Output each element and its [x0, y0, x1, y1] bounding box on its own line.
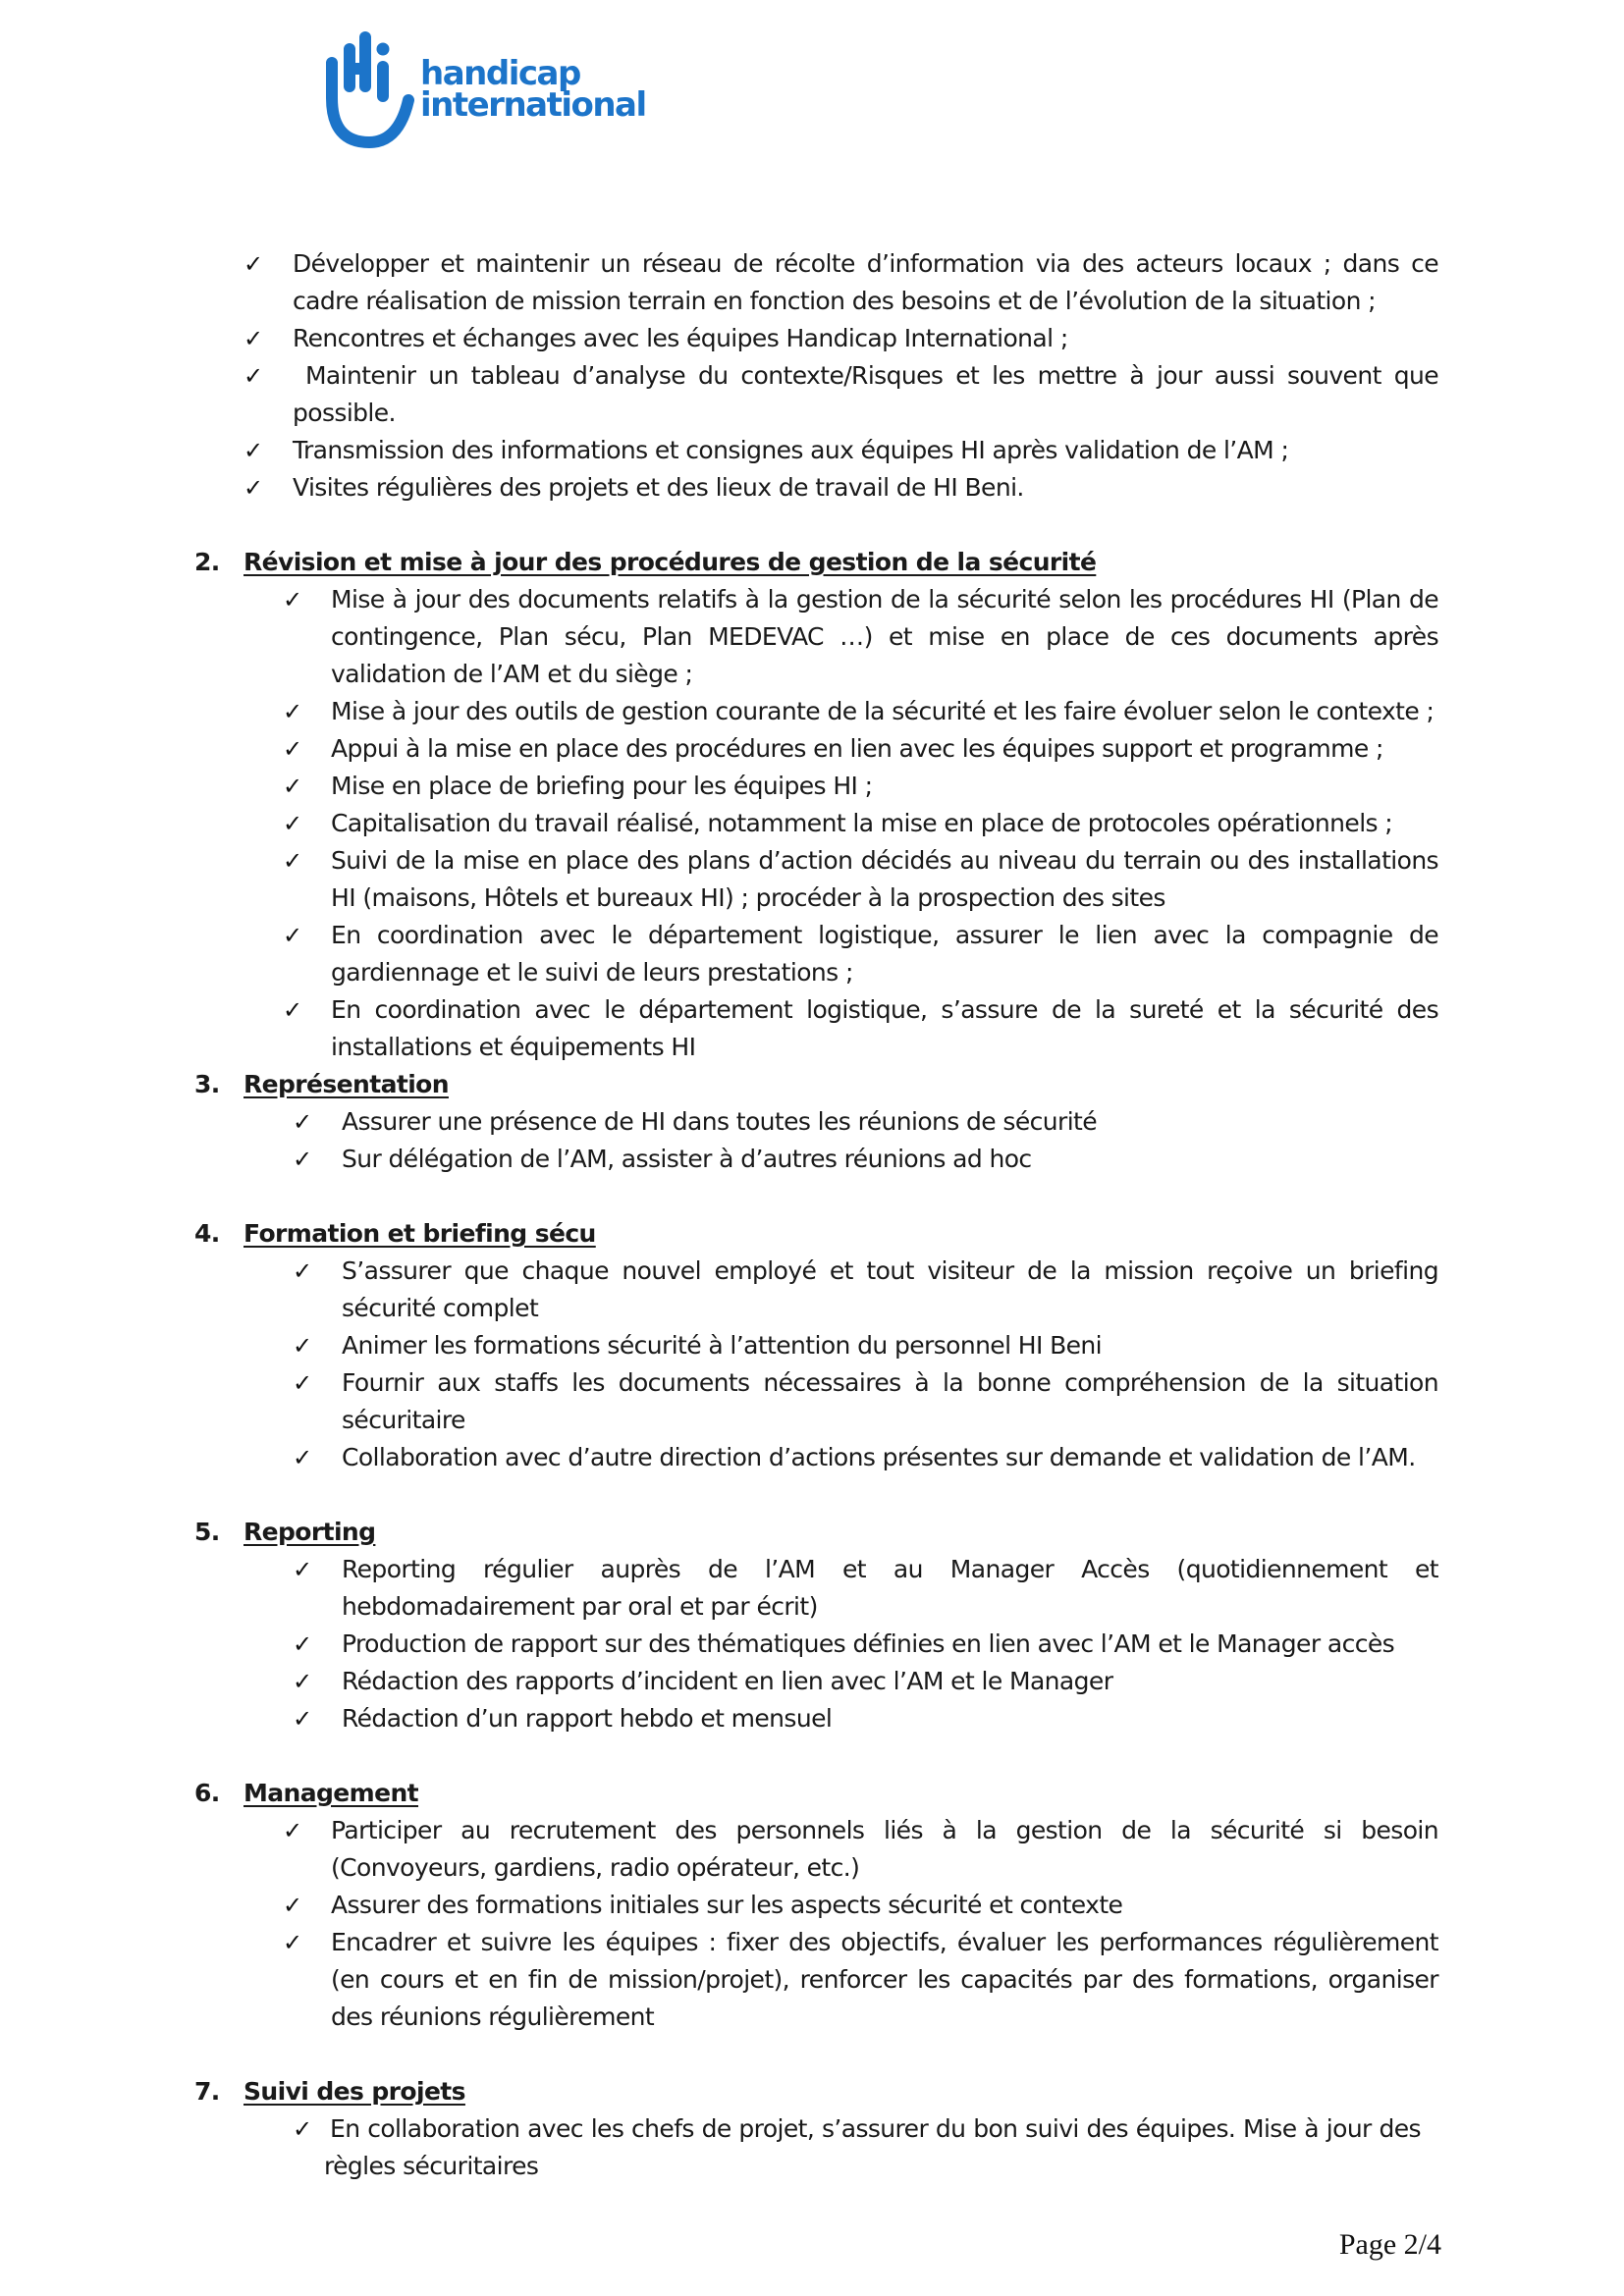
list-item: ✓ Fournir aux staffs les documents nécessaires à la bonne compréhension de la situation sécuritaire	[0, 1364, 1624, 1439]
list-item: ✓ En collaboration avec les chefs de projet, s’assurer du bon suivi des équipes. Mise à jour des règles sécuritaires	[0, 2110, 1624, 2185]
section-title: Suivi des projets	[244, 2077, 465, 2106]
section-title: Reporting	[244, 1518, 376, 1546]
checkmark-icon: ✓	[293, 2115, 312, 2143]
section-4	[0, 1215, 1624, 1476]
section-number: 2.	[194, 548, 220, 576]
section-number: 6.	[194, 1779, 220, 1807]
section-heading	[0, 1514, 1624, 1551]
section-1-list	[0, 245, 1624, 507]
handicap-international-logo	[320, 29, 654, 152]
list-item: ✓ Maintenir un tableau d’analyse du contexte/Risques et les mettre à jour aussi souvent que possible.	[0, 357, 1624, 432]
section-number: 4.	[194, 1219, 220, 1248]
list-item: ✓ Rédaction des rapports d’incident en lien avec l’AM et le Manager	[0, 1663, 1624, 1700]
list-item: ✓ Visites régulières des projets et des lieux de travail de HI Beni.	[0, 469, 1624, 507]
checkmark-icon: ✓	[283, 922, 302, 949]
checkmark-icon: ✓	[244, 250, 263, 278]
checkmark-icon: ✓	[293, 1705, 312, 1733]
hi-hand-logo-icon	[320, 29, 418, 152]
section-title: Représentation	[244, 1070, 449, 1098]
list-item: ✓ Assurer des formations initiales sur les aspects sécurité et contexte	[0, 1887, 1624, 1924]
section-title: Formation et briefing sécu	[244, 1219, 596, 1248]
checkmark-icon: ✓	[283, 773, 302, 800]
list-item: ✓ En coordination avec le département logistique, assurer le lien avec la compagnie de gardiennage et le suivi de leurs prestations ;	[0, 917, 1624, 991]
list-item: ✓ S’assurer que chaque nouvel employé et tout visiteur de la mission reçoive un briefing sécurité complet	[0, 1253, 1624, 1327]
checkmark-icon: ✓	[283, 847, 302, 875]
section-6	[0, 1775, 1624, 2036]
checkmark-icon: ✓	[293, 1332, 312, 1360]
list-item: ✓ Reporting régulier auprès de l’AM et au Manager Accès (quotidiennement et hebdomadairement par oral et par écrit)	[0, 1551, 1624, 1626]
list-item: ✓ Mise à jour des outils de gestion courante de la sécurité et les faire évoluer selon le contexte ;	[0, 693, 1624, 730]
checkmark-icon: ✓	[293, 1369, 312, 1397]
checkmark-icon: ✓	[283, 1892, 302, 1919]
checkmark-icon: ✓	[293, 1556, 312, 1583]
checkmark-icon: ✓	[244, 362, 263, 390]
list-item: ✓ Collaboration avec d’autre direction d’actions présentes sur demande et validation de l’AM.	[0, 1439, 1624, 1476]
section-5	[0, 1514, 1624, 1737]
section-heading	[0, 544, 1624, 581]
section-number: 7.	[194, 2077, 220, 2106]
checkmark-icon: ✓	[244, 437, 263, 464]
list-item: ✓ Développer et maintenir un réseau de récolte d’information via des acteurs locaux ; dans ce cadre réalisation de mission terrain en fonction des besoins et de l’évolution de la situation ;	[0, 245, 1624, 320]
section-heading	[0, 1066, 1624, 1103]
checkmark-icon: ✓	[244, 325, 263, 352]
list-item: ✓ Sur délégation de l’AM, assister à d’autres réunions ad hoc	[0, 1141, 1624, 1178]
list-item: ✓ Encadrer et suivre les équipes : fixer des objectifs, évaluer les performances régulièrement (en cours et en fin de mission/projet), renforcer les capacités par des formations, organiser des réunions régulièrement	[0, 1924, 1624, 2036]
list-item: ✓ Capitalisation du travail réalisé, notamment la mise en place de protocoles opérationnels ;	[0, 805, 1624, 842]
section-3	[0, 1066, 1624, 1178]
list-item: ✓ Participer au recrutement des personnels liés à la gestion de la sécurité si besoin (Convoyeurs, gardiens, radio opérateur, etc.)	[0, 1812, 1624, 1887]
checkmark-icon: ✓	[293, 1108, 312, 1136]
checkmark-icon: ✓	[293, 1668, 312, 1695]
section-heading	[0, 2073, 1624, 2110]
checkmark-icon: ✓	[244, 474, 263, 502]
checkmark-icon: ✓	[283, 735, 302, 763]
list-item: ✓ Production de rapport sur des thématiques définies en lien avec l’AM et le Manager accès	[0, 1626, 1624, 1663]
list-item: ✓ En coordination avec le département logistique, s’assure de la sureté et la sécurité des installations et équipements HI	[0, 991, 1624, 1066]
section-heading	[0, 1775, 1624, 1812]
list-item: ✓ Transmission des informations et consignes aux équipes HI après validation de l’AM ;	[0, 432, 1624, 469]
checkmark-icon: ✓	[283, 810, 302, 837]
list-item: ✓ Rencontres et échanges avec les équipes Handicap International ;	[0, 320, 1624, 357]
list-item: ✓ Assurer une présence de HI dans toutes les réunions de sécurité	[0, 1103, 1624, 1141]
checkmark-icon: ✓	[283, 996, 302, 1024]
list-item: ✓ Appui à la mise en place des procédures en lien avec les équipes support et programme ;	[0, 730, 1624, 768]
checkmark-icon: ✓	[283, 698, 302, 725]
logo-text-international: international	[420, 85, 646, 125]
section-title: Révision et mise à jour des procédures de gestion de la sécurité	[244, 548, 1097, 576]
logo-text-handicap: handicap	[420, 54, 580, 93]
list-item: ✓ Animer les formations sécurité à l’attention du personnel HI Beni	[0, 1327, 1624, 1364]
section-number: 5.	[194, 1518, 220, 1546]
section-2	[0, 544, 1624, 1066]
document-body	[0, 245, 1624, 2185]
section-heading	[0, 1215, 1624, 1253]
checkmark-icon: ✓	[293, 1444, 312, 1471]
section-7	[0, 2073, 1624, 2185]
list-item: ✓ Mise en place de briefing pour les équipes HI ;	[0, 768, 1624, 805]
list-item: ✓ Suivi de la mise en place des plans d’action décidés au niveau du terrain ou des installations HI (maisons, Hôtels et bureaux HI) ; procéder à la prospection des sites	[0, 842, 1624, 917]
page-number: Page 2/4	[1338, 2228, 1441, 2261]
list-item: ✓ Mise à jour des documents relatifs à la gestion de la sécurité selon les procédures HI (Plan de contingence, Plan sécu, Plan MEDEVAC …) et mise en place de ces documents après validation de l’AM et du siège ;	[0, 581, 1624, 693]
checkmark-icon: ✓	[283, 586, 302, 614]
checkmark-icon: ✓	[283, 1817, 302, 1844]
checkmark-icon: ✓	[293, 1630, 312, 1658]
checkmark-icon: ✓	[283, 1929, 302, 1956]
section-title: Management	[244, 1779, 419, 1807]
checkmark-icon: ✓	[293, 1257, 312, 1285]
list-item: ✓ Rédaction d’un rapport hebdo et mensuel	[0, 1700, 1624, 1737]
section-number: 3.	[194, 1070, 220, 1098]
checkmark-icon: ✓	[293, 1146, 312, 1173]
